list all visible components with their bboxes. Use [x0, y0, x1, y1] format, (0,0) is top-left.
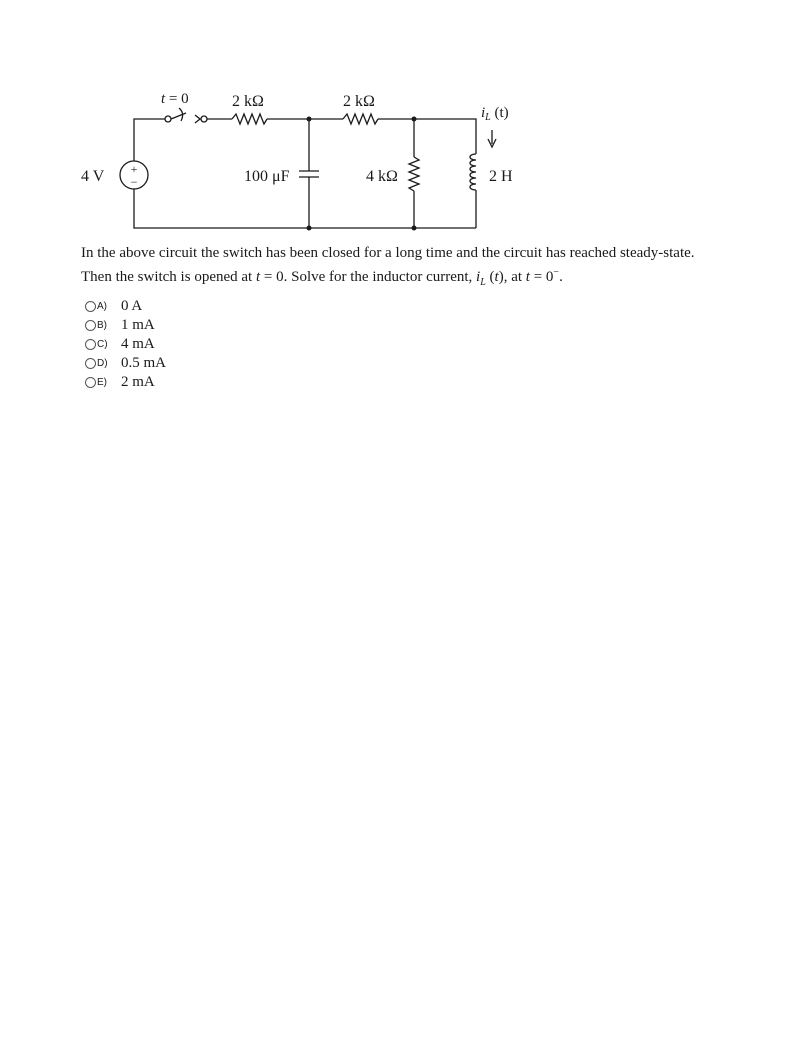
choice-letter: D)	[97, 358, 108, 369]
choice-text: 4 mA	[121, 336, 155, 352]
radio-button[interactable]	[85, 301, 96, 312]
choice-letter: B)	[97, 320, 107, 331]
resistor-3	[409, 157, 419, 191]
question-line-1: In the above circuit the switch has been closed for a long time and the circuit has reached steady-state.	[81, 245, 695, 261]
choice-a[interactable]	[85, 297, 166, 316]
choice-c[interactable]	[85, 335, 166, 354]
radio-button[interactable]	[85, 339, 96, 350]
circuit-diagram	[0, 0, 812, 240]
choice-text: 2 mA	[121, 374, 155, 390]
radio-button[interactable]	[85, 358, 96, 369]
switch	[165, 108, 232, 123]
wire-top-right	[378, 119, 476, 154]
resistor-1-label: 2 kΩ	[232, 93, 264, 110]
choice-letter: A)	[97, 301, 107, 312]
radio-button[interactable]	[85, 377, 96, 388]
switch-label: t = 0	[161, 91, 189, 107]
answer-choices	[85, 297, 166, 392]
choice-d[interactable]	[85, 354, 166, 373]
resistor-3-label: 4 kΩ	[366, 168, 398, 185]
current-label: $i_L$ (t)	[481, 105, 509, 123]
wire-bottom	[134, 189, 476, 228]
choice-text: 0 A	[121, 298, 143, 314]
choice-text: 1 mA	[121, 317, 155, 333]
choice-text: 0.5 mA	[121, 355, 166, 371]
radio-button[interactable]	[85, 320, 96, 331]
resistor-1	[232, 114, 267, 124]
junction-dot	[307, 226, 312, 231]
resistor-2	[343, 114, 378, 124]
choice-b[interactable]	[85, 316, 166, 335]
inductor-label: 2 H	[489, 168, 513, 185]
source-label: 4 V	[81, 168, 105, 185]
source-minus: −	[130, 175, 138, 189]
capacitor	[299, 171, 319, 177]
source-plus: +	[130, 162, 138, 176]
choice-letter: E)	[97, 377, 107, 388]
wire-top-left	[134, 119, 165, 161]
question-text	[81, 243, 781, 293]
choice-e[interactable]	[85, 373, 166, 392]
question-line-2: Then the switch is opened at t = 0. Solve for the inductor current, $i_L$ (t), at t = 0−.	[81, 267, 563, 288]
junction-dot	[412, 226, 417, 231]
resistor-2-label: 2 kΩ	[343, 93, 375, 110]
capacitor-label: 100 μF	[244, 168, 290, 185]
current-arrow	[488, 130, 496, 147]
inductor	[470, 154, 476, 190]
choice-letter: C)	[97, 339, 108, 350]
